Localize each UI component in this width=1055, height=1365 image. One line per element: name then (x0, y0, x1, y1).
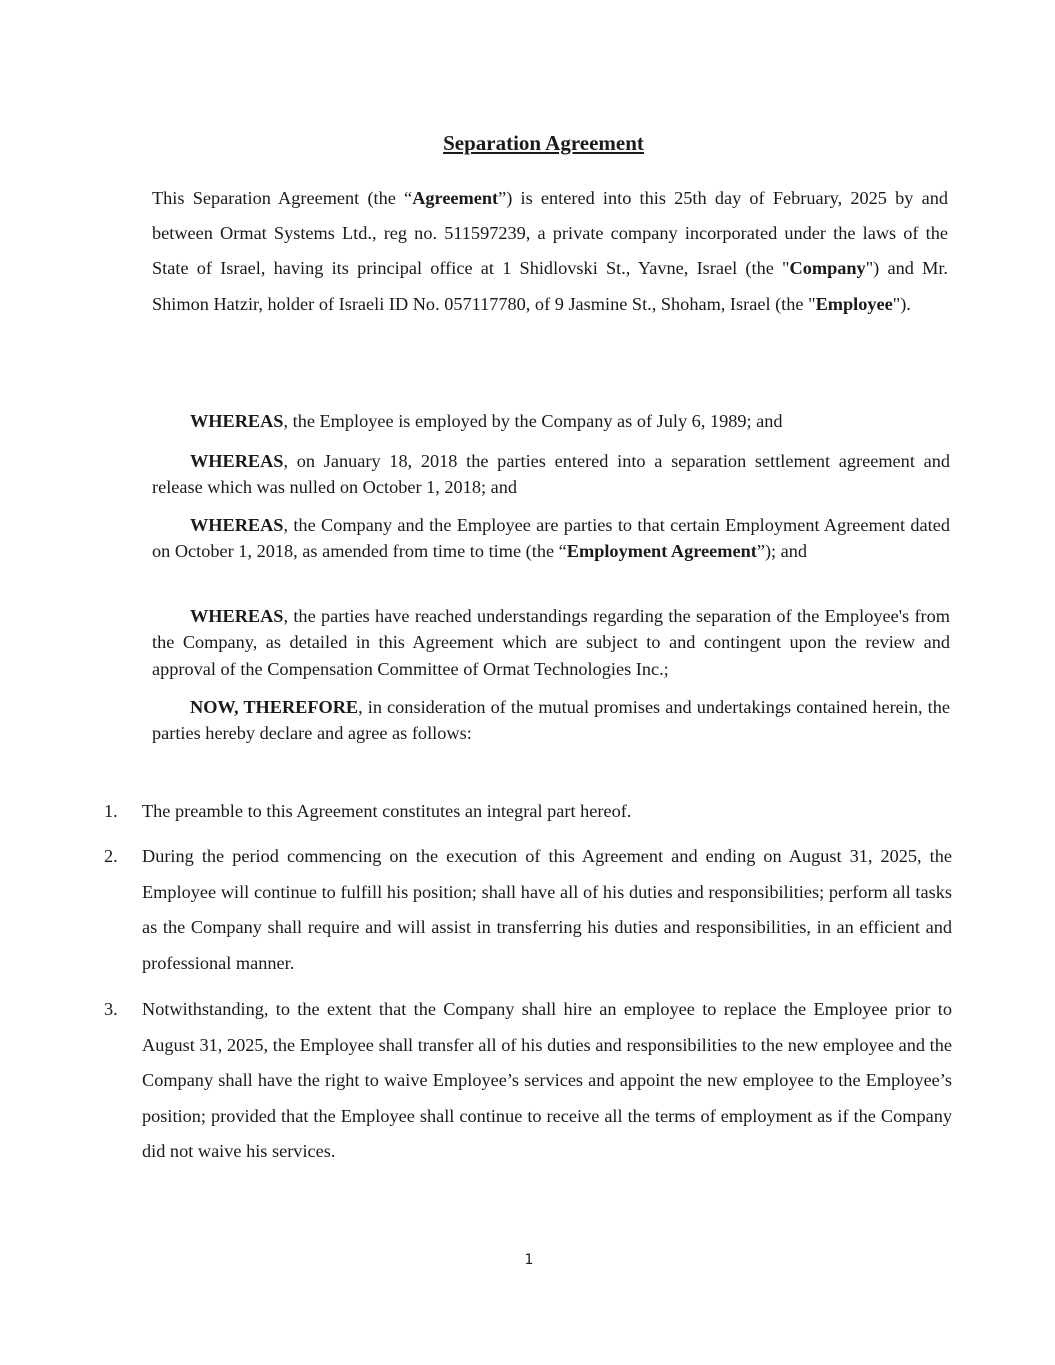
intro-paragraph (152, 181, 948, 322)
clause-text: , in consideration of the mutual promises and undertakings contained herein, the parties hereby declare and agree as follows: (152, 697, 950, 744)
defined-term: Employment Agreement (566, 541, 757, 562)
clause-text: , the parties have reached understandings regarding the separation of the Employee's from the Company, as detailed in this Agreement which are subject to and contingent upon the review and approval of the Compensation Committee of Ormat Technologies Inc.; (152, 606, 950, 679)
document-title: Separation Agreement (443, 131, 644, 155)
numbered-item: Notwithstanding, to the extent that the Company shall hire an employee to replace the Employee prior to August 31, 2025, the Employee shall transfer all of his duties and responsibilities to the new employee and the Company shall have the right to waive Employee’s services and appoint the new employee to the Employee’s position; provided that the Employee shall continue to receive all the terms of employment as if the Company did not waive his services. (142, 999, 952, 1162)
now-therefore-clause (152, 694, 950, 747)
whereas-clause (152, 408, 950, 434)
item-number: 1. (104, 801, 118, 821)
clause-text: , the Employee is employed by the Company as of July 6, 1989; and (283, 411, 783, 431)
clause-lead: WHEREAS (190, 606, 284, 626)
clause-lead: NOW, THEREFORE (190, 697, 359, 717)
item-number: 3. (104, 999, 118, 1019)
defined-term: Company (789, 258, 866, 279)
page-number: 1 (524, 1252, 534, 1268)
clause-text: ”); and (756, 541, 808, 562)
numbered-item: The preamble to this Agreement constitutes an integral part hereof. (142, 801, 632, 821)
clause-text: , on January 18, 2018 the parties entered into a separation settlement agreement and release which was nulled on October 1, 2018; and (152, 451, 950, 498)
clause-text: , the Company and the Employee are parties to that certain Employment Agreement dated on October 1, 2018, as amended from time to time (the “ (152, 515, 950, 562)
clause-lead: WHEREAS (190, 515, 284, 535)
defined-term: Employee (815, 293, 893, 314)
item-number: 2. (104, 846, 118, 866)
intro-text: "). (892, 293, 911, 314)
clause-lead: WHEREAS (190, 411, 284, 431)
whereas-clause (152, 448, 950, 501)
intro-text: This Separation Agreement (the “ (152, 188, 413, 208)
numbered-item: During the period commencing on the execution of this Agreement and ending on August 31, 2025, the Employee will continue to fulfill his position; shall have all of his duties and responsibilities; perform all tasks as the Company shall require and will assist in transferring his duties and responsibilities, in an efficient and professional manner. (142, 846, 952, 973)
whereas-clause (152, 512, 950, 565)
intro-text: ”) is entered into this 25th day of February, 2025 by and between Ormat Systems Ltd., reg no. 511597239, a private company incorporated under the laws of the State of Israel, having its principal office at 1 Shidlovski St., Yavne, Israel (the " (152, 188, 948, 279)
clause-lead: WHEREAS (190, 451, 284, 471)
defined-term: Agreement (412, 188, 499, 208)
intro-text: ") and Mr. Shimon Hatzir, holder of Israeli ID No. 057117780, of 9 Jasmine St., Shoham, Israel (the " (152, 258, 948, 314)
whereas-clause (152, 603, 950, 682)
